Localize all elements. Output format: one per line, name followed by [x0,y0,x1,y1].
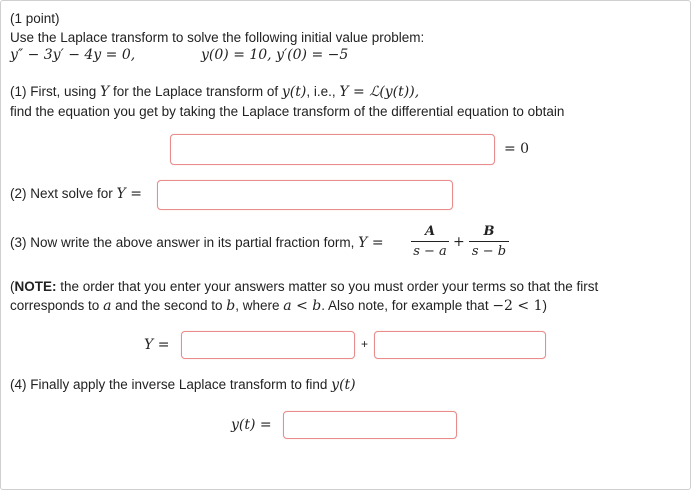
laplace-equation-input[interactable] [170,134,495,165]
problem-intro: Use the Laplace transform to solve the following initial value problem: [10,30,425,45]
partial-fraction-first-input[interactable] [181,331,355,359]
step1-line2: find the equation you get by taking the Laplace transform of the differential equation to obtain [10,104,565,119]
step3-label: (3) Now write the above answer in its partial fraction form, Y = [10,235,384,251]
equals-zero: = 0 [504,141,530,157]
Y-equals-label: Y = [144,337,170,353]
y-of-t-label: y(t) = [231,417,272,433]
solve-Y-input[interactable] [157,180,453,210]
differential-equation: y″ − 3y′ − 4y = 0, [10,47,136,63]
note-line2: corresponds to a and the second to b, where a < b. Also note, for example that −2 < 1) [10,298,548,314]
step2-label: (2) Next solve for Y = [10,186,142,202]
fraction-B: B s − b [469,224,509,259]
note-line1: (NOTE: the order that you enter your answers matter so you must order your terms so that the first [10,279,599,294]
partial-fraction-plus: + [361,337,369,351]
partial-fraction-second-input[interactable] [374,331,546,359]
initial-conditions: y(0) = 10, y′(0) = −5 [201,47,349,63]
step4-label: (4) Finally apply the inverse Laplace transform to find y(t) [10,377,356,393]
step1-line1: (1) First, using Y for the Laplace transform of y(t), i.e., Y = ℒ(y(t)), [10,84,420,100]
fraction-plus: + [453,234,465,250]
points-label: (1 point) [10,11,60,26]
inverse-laplace-input[interactable] [283,411,457,439]
fraction-A: A s − a [411,224,449,259]
